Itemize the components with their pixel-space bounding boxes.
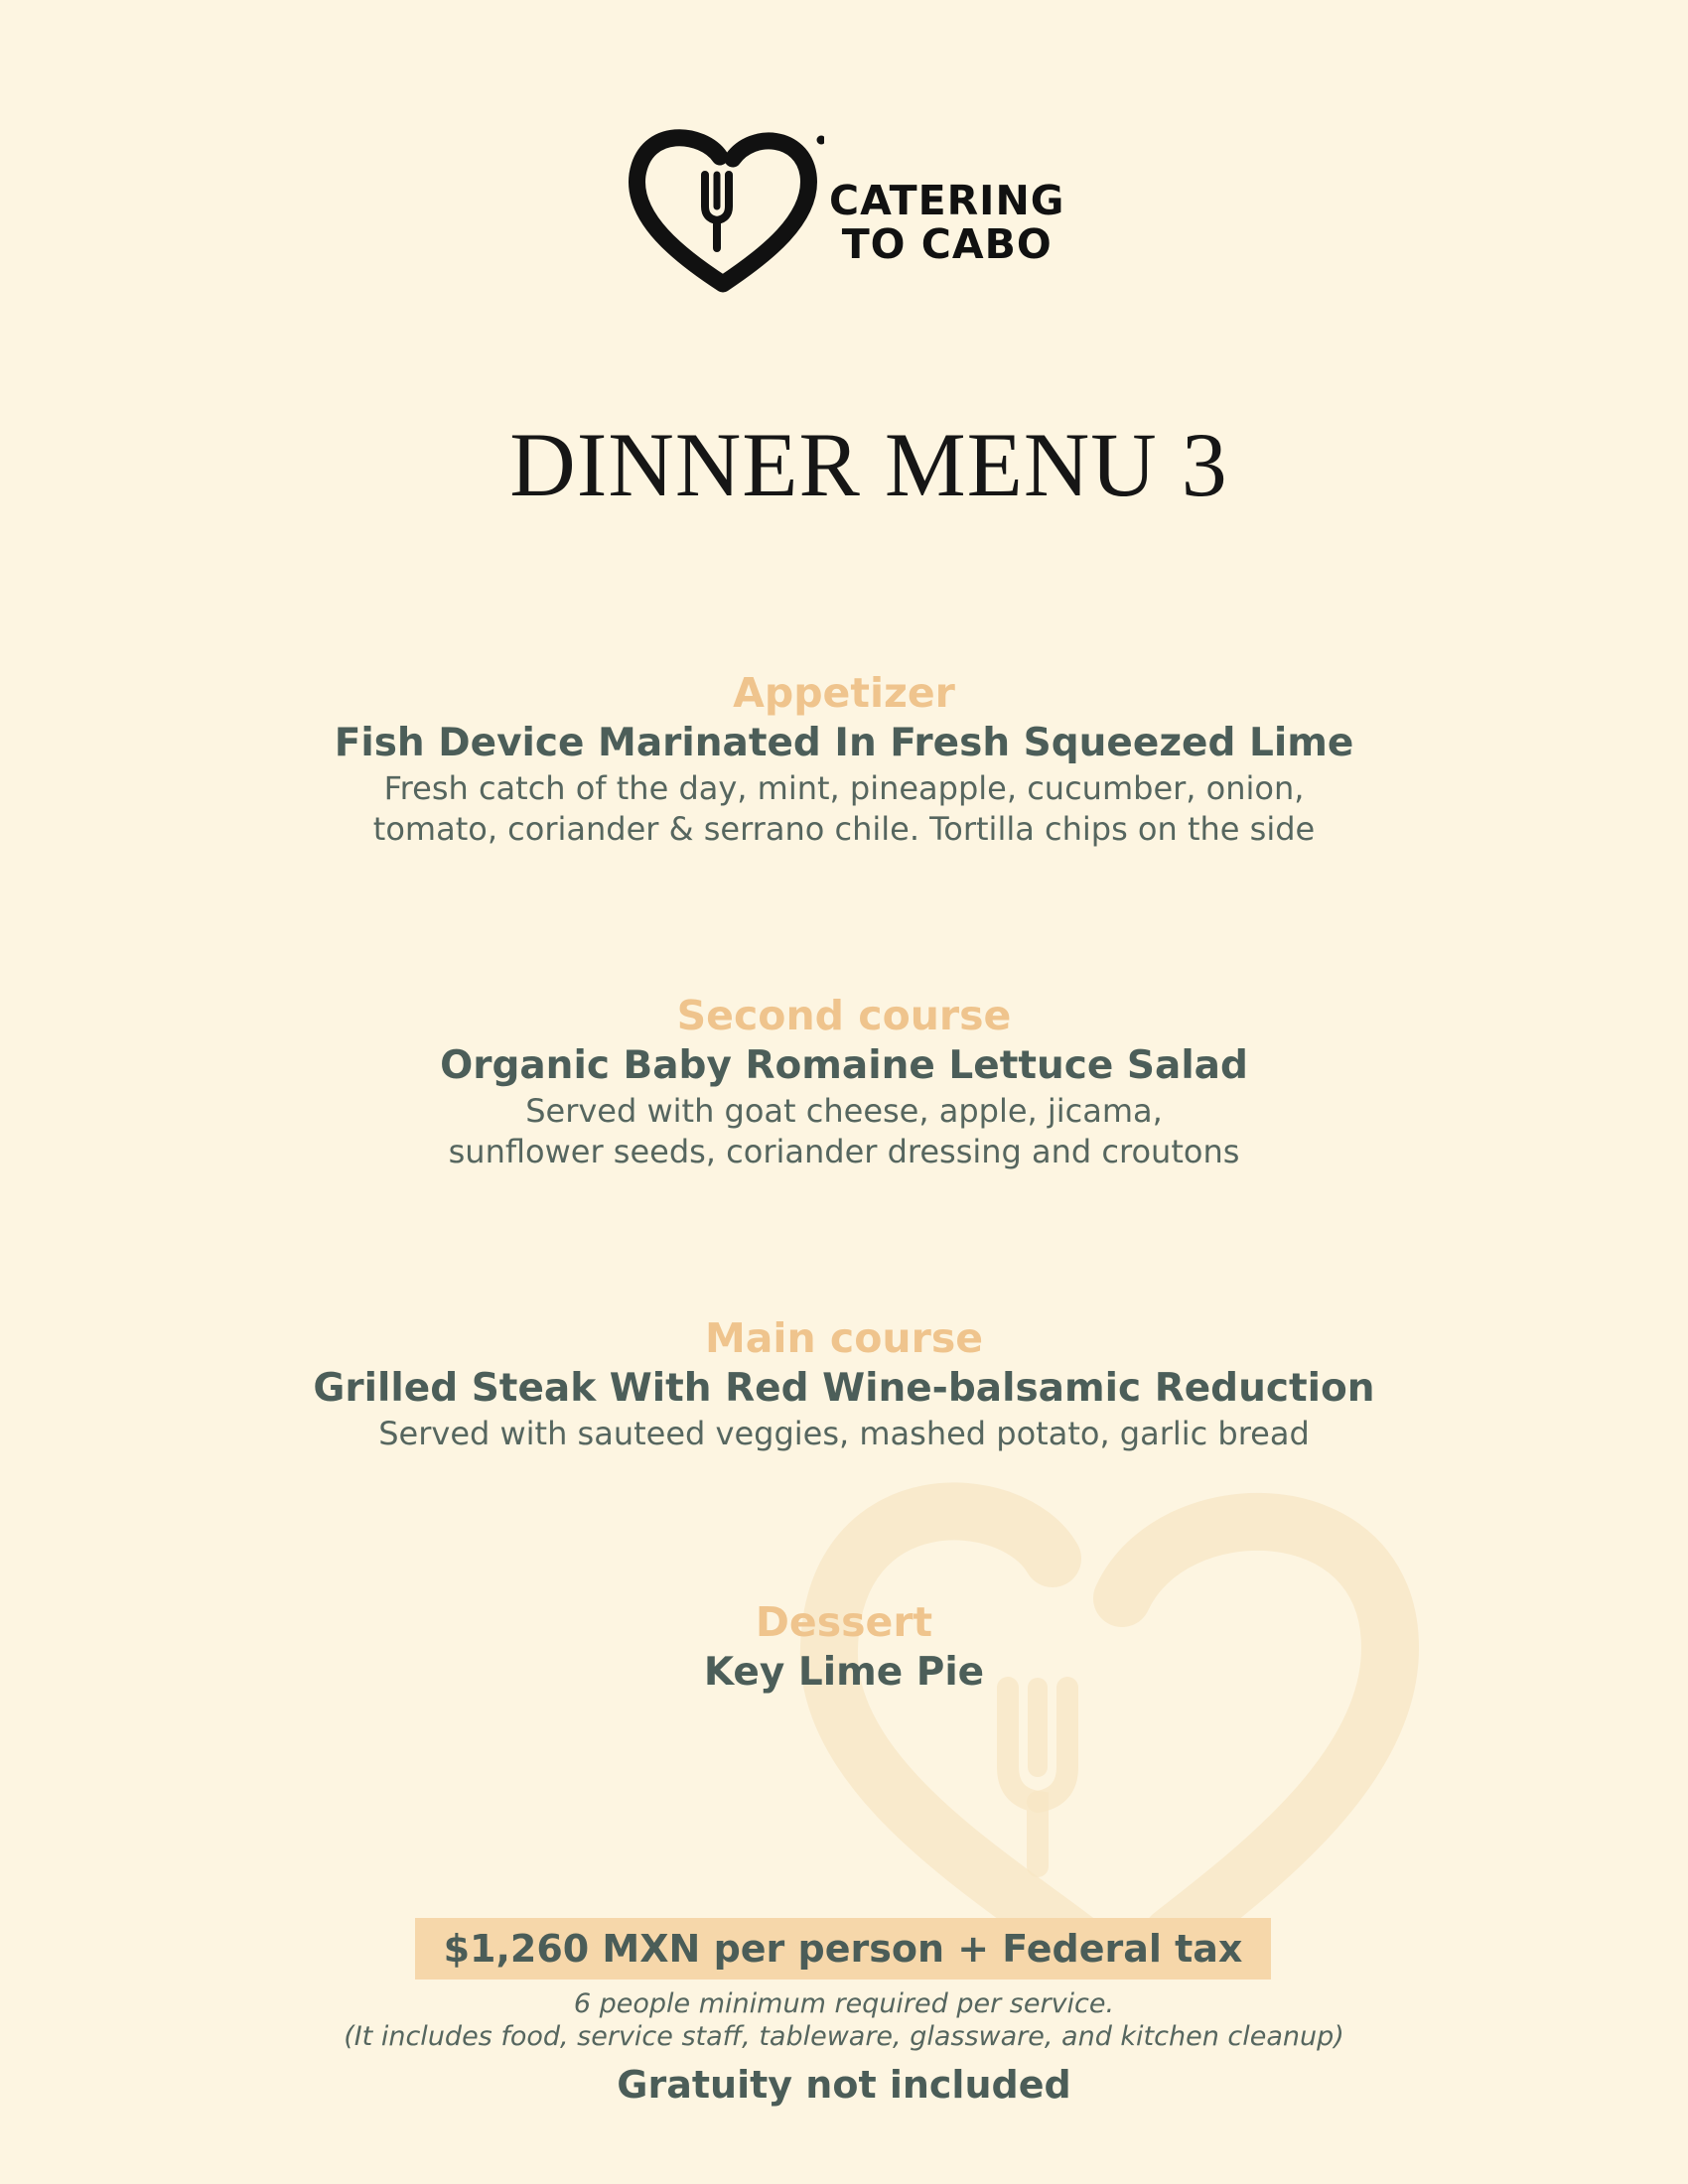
brand-name-line1: CATERING: [829, 177, 1065, 224]
course-second: [0, 990, 1688, 1172]
course-heading: Dessert: [755, 1598, 933, 1646]
course-description-line: Served with goat cheese, apple, jicama,: [525, 1092, 1163, 1130]
includes-note: (It includes food, service staff, tableware, glassware, and kitchen cleanup): [344, 2021, 1344, 2052]
course-dish: Organic Baby Romaine Lettuce Salad: [440, 1043, 1248, 1088]
heart-fork-watermark-icon: [794, 1479, 1430, 1946]
course-dessert: [0, 1596, 1688, 1698]
price-text: $1,260 MXN per person + Federal tax: [443, 1927, 1243, 1971]
course-heading: Main course: [704, 1314, 984, 1362]
gratuity-note: Gratuity not included: [617, 2063, 1071, 2107]
brand-name: [829, 179, 1064, 266]
page-title: DINNER MENU 3: [509, 414, 1228, 515]
course-dish: Fish Device Marinated In Fresh Squeezed Lime: [334, 721, 1354, 765]
course-dish: Grilled Steak With Red Wine-balsamic Reduction: [313, 1366, 1375, 1411]
course-appetizer: [0, 667, 1688, 850]
price-highlight: [415, 1918, 1271, 1979]
brand-logo: [626, 127, 1065, 296]
minimum-note: 6 people minimum required per service.: [573, 1988, 1115, 2019]
heart-fork-icon: [626, 127, 824, 296]
course-description-line: sunflower seeds, coriander dressing and croutons: [448, 1133, 1240, 1170]
course-description-line: Fresh catch of the day, mint, pineapple, cucumber, onion,: [383, 769, 1305, 807]
course-heading: Second course: [676, 992, 1012, 1039]
brand-name-line2: TO CABO: [841, 220, 1053, 268]
course-dish: Key Lime Pie: [703, 1650, 985, 1695]
course-description-line: tomato, coriander & serrano chile. Tortilla chips on the side: [372, 810, 1316, 848]
course-heading: Appetizer: [733, 669, 955, 717]
course-main: [0, 1312, 1688, 1454]
course-description-line: Served with sauteed veggies, mashed potato, garlic bread: [378, 1415, 1310, 1452]
